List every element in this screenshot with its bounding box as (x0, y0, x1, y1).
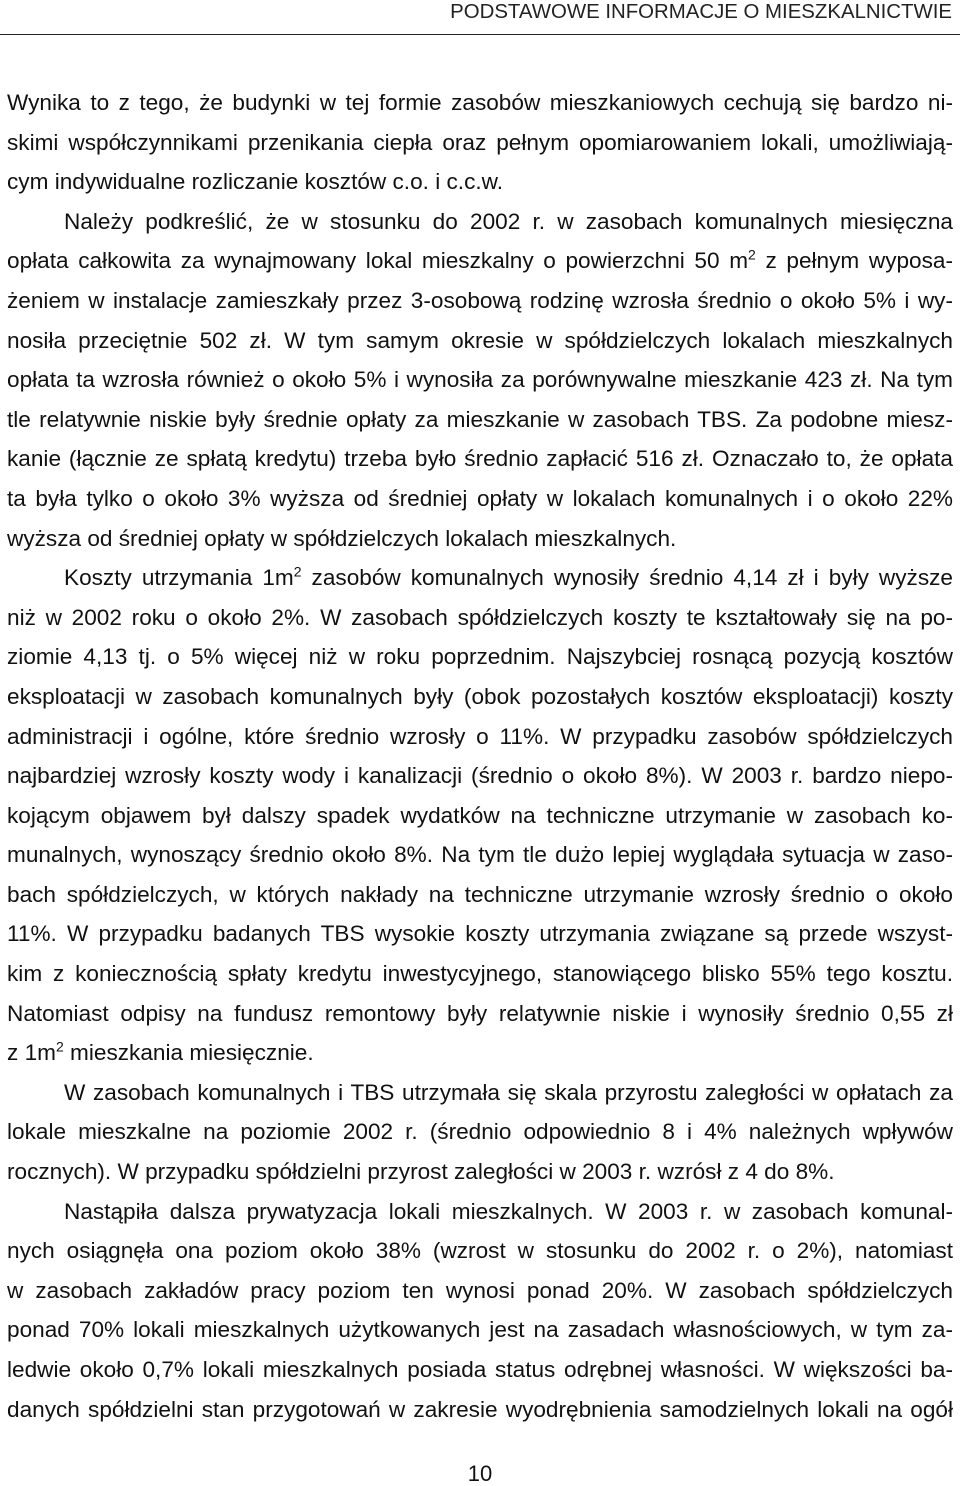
text-line: Nastąpiła dalsza prywatyzacja lokali mieszkalnych. W 2003 r. w zasobach komunal- (64, 1198, 953, 1224)
superscript: 2 (55, 1038, 64, 1055)
text-line: ponad 70% lokali mieszkalnych użytkowanych jest na zasadach własnościowych, w tym za- (7, 1317, 953, 1343)
text-line: w zasobach zakładów pracy poziom ten wynosi ponad 20%. W zasobach spółdzielczych (7, 1277, 953, 1303)
text-line: opłata ta wzrosła również o około 5% i wynosiła za porównywalne mieszkanie 423 zł. Na tym (7, 367, 953, 393)
paragraph (7, 1192, 953, 1430)
superscript: 2 (748, 246, 756, 263)
paragraph (7, 558, 953, 1073)
text-segment: mieszkania miesięcznie. (63, 1040, 314, 1066)
text-line: Natomiast odpisy na fundusz remontowy były relatywnie niskie i wynosiły średnio 0,55 zł (7, 1000, 953, 1026)
page-number: 10 (467, 1461, 493, 1486)
text-line: ta była tylko o około 3% wyższa od średniej opłaty w lokalach komunalnych i o około 22% (7, 485, 953, 511)
text-line: ledwie około 0,7% lokali mieszkalnych posiada status odrębnej własności. W większości ba- (7, 1357, 953, 1382)
text-line: munalnych, wynoszący średnio około 8%. Na tym tle dużo lepiej wyglądała sytuacja w zaso- (7, 842, 953, 868)
text-line: nych osiągnęła ona poziom około 38% (wzrost w stosunku do 2002 r. o 2%), natomiast (7, 1238, 953, 1264)
text-line: eksploatacji w zasobach komunalnych były (obok pozostałych kosztów eksploatacji) koszty (7, 683, 953, 709)
text-line: Należy podkreślić, że w stosunku do 2002 r. w zasobach komunalnych miesięczna (64, 208, 953, 234)
text-line: cym indywidualne rozliczanie kosztów c.o. i c.c.w. (7, 169, 503, 195)
text-segment: z pełnym wyposa- (755, 248, 954, 274)
text-line: 11%. W przypadku badanych TBS wysokie koszty utrzymania związane są przede wszyst- (7, 921, 953, 947)
text-line: skimi współczynnikami przenikania ciepła oraz pełnym opomiarowaniem lokali, umożliwiają- (7, 129, 953, 155)
text-line (7, 558, 953, 598)
text-line: nosiła przeciętnie 502 zł. W tym samym okresie w spółdzielczych lokalach mieszkalnych (7, 327, 953, 353)
body-text (7, 83, 953, 1429)
text-line: kojącym objawem był dalszy spadek wydatków na techniczne utrzymanie w zasobach ko- (7, 802, 953, 828)
text-line: kim z koniecznością spłaty kredytu inwestycyjnego, stanowiącego blisko 55% tego kosztu. (7, 961, 953, 987)
running-header: PODSTAWOWE INFORMACJE O MIESZKALNICTWIE (450, 1, 952, 23)
text-segment: opłata całkowita za wynajmowany lokal mieszkalny o powierzchni 50 m (7, 248, 749, 274)
text-line: bach spółdzielczych, w których nakłady na techniczne utrzymanie wzrosły średnio o około (7, 881, 953, 907)
text-line: kanie (łącznie ze spłatą kredytu) trzeba było średnio zapłacić 516 zł. Oznaczało to, że opłata (7, 446, 953, 472)
text-line: niż w 2002 roku o około 2%. W zasobach spółdzielczych koszty te kształtowały się na po- (7, 604, 953, 630)
text-segment: Koszty utrzymania 1m (64, 565, 294, 591)
text-line: najbardziej wzrosły koszty wody i kanalizacji (średnio o około 8%). W 2003 r. bardzo niepo- (7, 763, 953, 789)
text-segment: z 1m (7, 1040, 56, 1066)
header-rule (0, 34, 960, 35)
text-line: tle relatywnie niskie były średnie opłaty za mieszkanie w zasobach TBS. Za podobne miesz- (7, 406, 953, 432)
text-line (7, 1033, 953, 1073)
text-line: wyższa od średniej opłaty w spółdzielczych lokalach mieszkalnych. (7, 525, 677, 551)
superscript: 2 (293, 563, 302, 580)
text-line: ziomie 4,13 tj. o 5% więcej niż w roku poprzednim. Najszybciej rosnącą pozycją kosztów (7, 644, 953, 670)
text-segment: zasobów komunalnych wynosiły średnio 4,14 zł i były wyższe (301, 565, 953, 591)
paragraph (7, 83, 953, 202)
paragraph (7, 1073, 953, 1192)
text-line: rocznych). W przypadku spółdzielni przyrost zaległości w 2003 r. wzrósł z 4 do 8%. (7, 1159, 835, 1185)
text-line: żeniem w instalacje zamieszkały przez 3-osobową rodzinę wzrosła średnio o około 5% i wy- (7, 287, 953, 313)
text-line (7, 241, 953, 281)
text-line: lokale mieszkalne na poziomie 2002 r. (średnio odpowiednio 8 i 4% należnych wpływów (7, 1119, 953, 1145)
text-line: administracji i ogólne, które średnio wzrosły o 11%. W przypadku zasobów spółdzielczych (7, 723, 953, 749)
text-line: W zasobach komunalnych i TBS utrzymała się skala przyrostu zaległości w opłatach za (64, 1079, 953, 1105)
text-line: danych spółdzielni stan przygotowań w zakresie wyodrębnienia samodzielnych lokali na ogół (7, 1396, 953, 1422)
text-line: Wynika to z tego, że budynki w tej formie zasobów mieszkaniowych cechują się bardzo ni- (7, 90, 953, 115)
paragraph (7, 202, 953, 558)
